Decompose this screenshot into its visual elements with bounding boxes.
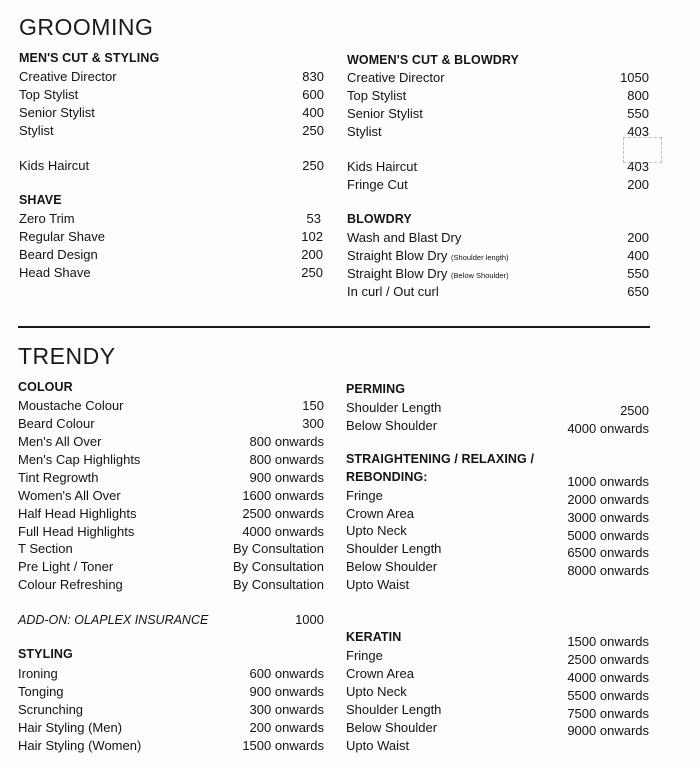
item-name: Creative Director — [347, 70, 445, 85]
item-name: Kids Haircut — [19, 158, 90, 173]
keratin-price: 5500 onwards — [567, 688, 649, 703]
perming-price: 2500 — [620, 403, 649, 418]
colour-heading: COLOUR — [18, 380, 73, 394]
item-price: 102 — [301, 229, 323, 244]
item-price: 1600 onwards — [242, 488, 324, 503]
keratin-name: Upto Waist — [346, 738, 410, 753]
item-price: 250 — [302, 158, 324, 173]
item-price: By Consultation — [232, 577, 324, 592]
item-price: 53 — [306, 211, 321, 226]
straightening-price: 5000 onwards — [567, 528, 649, 543]
item-price: 403 — [627, 124, 649, 139]
item-name: Beard Design — [19, 247, 98, 262]
item-name: Ironing — [18, 666, 58, 681]
item-price: 900 onwards — [249, 684, 324, 699]
womens-cut-heading: WOMEN'S CUT & BLOWDRY — [347, 53, 519, 67]
keratin-heading: KERATIN — [346, 630, 402, 644]
mens-cut-heading: MEN'S CUT & STYLING — [19, 51, 160, 65]
item-name: Wash and Blast Dry — [347, 230, 462, 245]
item-price: 900 onwards — [249, 470, 324, 485]
blowdry-heading: BLOWDRY — [347, 212, 412, 226]
item-price: 150 — [302, 398, 324, 413]
keratin-name: Upto Neck — [346, 684, 407, 699]
straightening-name: Upto Waist — [346, 577, 410, 592]
item-name — [347, 247, 509, 267]
item-name: Senior Stylist — [19, 105, 95, 120]
item-name: Half Head Highlights — [18, 506, 137, 521]
item-price: 250 — [301, 265, 323, 280]
item-price: 4000 onwards — [242, 524, 324, 539]
keratin-price: 4000 onwards — [567, 670, 649, 685]
item-name: Men's Cap Highlights — [18, 452, 141, 467]
item-name: Regular Shave — [19, 229, 105, 244]
perming-heading: PERMING — [346, 382, 406, 396]
keratin-name: Below Shoulder — [346, 720, 438, 735]
item-name: Stylist — [19, 123, 54, 138]
item-name: Colour Refreshing — [18, 577, 123, 592]
straightening-heading: STRAIGHTENING / RELAXING / — [346, 452, 535, 466]
keratin-name: Fringe — [346, 648, 383, 663]
item-name — [347, 265, 509, 285]
item-price: 400 — [627, 248, 649, 263]
item-price: 250 — [302, 123, 324, 138]
addon-label: ADD-ON: OLAPLEX INSURANCE — [18, 613, 209, 627]
item-name-text: Straight Blow Dry — [347, 248, 448, 263]
item-name: Fringe Cut — [347, 177, 408, 192]
item-price: 1500 onwards — [242, 738, 324, 753]
straightening-heading-cont: REBONDING: — [346, 470, 428, 484]
item-name: In curl / Out curl — [347, 284, 439, 299]
item-note: (Shoulder length) — [451, 253, 509, 262]
grooming-title: GROOMING — [19, 14, 154, 40]
keratin-price: 7500 onwards — [567, 706, 649, 721]
item-name: Tint Regrowth — [18, 470, 99, 485]
item-price: 2500 onwards — [242, 506, 324, 521]
item-note: (Below Shoulder) — [451, 271, 509, 280]
item-price: 650 — [627, 284, 649, 299]
straightening-name: Below Shoulder — [346, 559, 438, 574]
item-price: 550 — [627, 106, 649, 121]
item-price: 403 — [627, 159, 649, 174]
item-name: Senior Stylist — [347, 106, 423, 121]
perming-name: Below Shoulder — [346, 418, 438, 433]
straightening-name: Crown Area — [346, 506, 414, 521]
item-price: 400 — [302, 105, 324, 120]
item-name: Full Head Highlights — [18, 524, 135, 539]
item-name: Pre Light / Toner — [18, 559, 114, 574]
perming-name: Shoulder Length — [346, 400, 442, 415]
item-price: 800 onwards — [249, 434, 324, 449]
item-price: 800 — [627, 88, 649, 103]
item-price: 550 — [627, 266, 649, 281]
item-price: 1050 — [620, 70, 649, 85]
item-price: 200 — [627, 230, 649, 245]
keratin-price: 2500 onwards — [567, 652, 649, 667]
item-name: Creative Director — [19, 69, 117, 84]
straightening-price: 2000 onwards — [567, 492, 649, 507]
styling-heading: STYLING — [18, 647, 73, 661]
item-name: T Section — [18, 541, 73, 556]
keratin-price: 1500 onwards — [567, 634, 649, 649]
straightening-name: Fringe — [346, 488, 383, 503]
item-price: By Consultation — [232, 559, 324, 574]
item-name: Beard Colour — [18, 416, 95, 431]
item-price: 600 onwards — [249, 666, 324, 681]
keratin-price: 9000 onwards — [567, 723, 649, 738]
item-name: Top Stylist — [19, 87, 79, 102]
item-price: 830 — [302, 69, 324, 84]
straightening-price: 8000 onwards — [567, 563, 649, 578]
item-name: Zero Trim — [19, 211, 75, 226]
item-price: 200 onwards — [249, 720, 324, 735]
straightening-name: Shoulder Length — [346, 541, 442, 556]
keratin-name: Shoulder Length — [346, 702, 442, 717]
item-name: Tonging — [18, 684, 64, 699]
item-name-text: Straight Blow Dry — [347, 266, 448, 281]
item-name: Hair Styling (Women) — [18, 738, 142, 753]
item-name: Stylist — [347, 124, 382, 139]
perming-price: 4000 onwards — [567, 421, 649, 436]
item-name: Hair Styling (Men) — [18, 720, 123, 735]
straightening-price: 1000 onwards — [567, 474, 649, 489]
item-price: 800 onwards — [249, 452, 324, 467]
item-price: 200 — [627, 177, 649, 192]
straightening-name: Upto Neck — [346, 523, 407, 538]
section-divider — [18, 326, 650, 328]
item-name: Women's All Over — [18, 488, 121, 503]
addon-price: 1000 — [295, 612, 324, 627]
item-price: 300 onwards — [249, 702, 324, 717]
shave-heading: SHAVE — [19, 193, 62, 207]
item-name: Kids Haircut — [347, 159, 418, 174]
item-price: By Consultation — [232, 541, 324, 556]
straightening-price: 3000 onwards — [567, 510, 649, 525]
item-name: Head Shave — [19, 265, 91, 280]
straightening-price: 6500 onwards — [567, 545, 649, 560]
item-price: 600 — [302, 87, 324, 102]
trendy-title: TRENDY — [18, 343, 116, 369]
keratin-name: Crown Area — [346, 666, 414, 681]
item-price: 300 — [302, 416, 324, 431]
item-name: Men's All Over — [18, 434, 102, 449]
item-name: Top Stylist — [347, 88, 407, 103]
item-price: 200 — [301, 247, 323, 262]
item-name: Scrunching — [18, 702, 84, 717]
item-name: Moustache Colour — [18, 398, 124, 413]
